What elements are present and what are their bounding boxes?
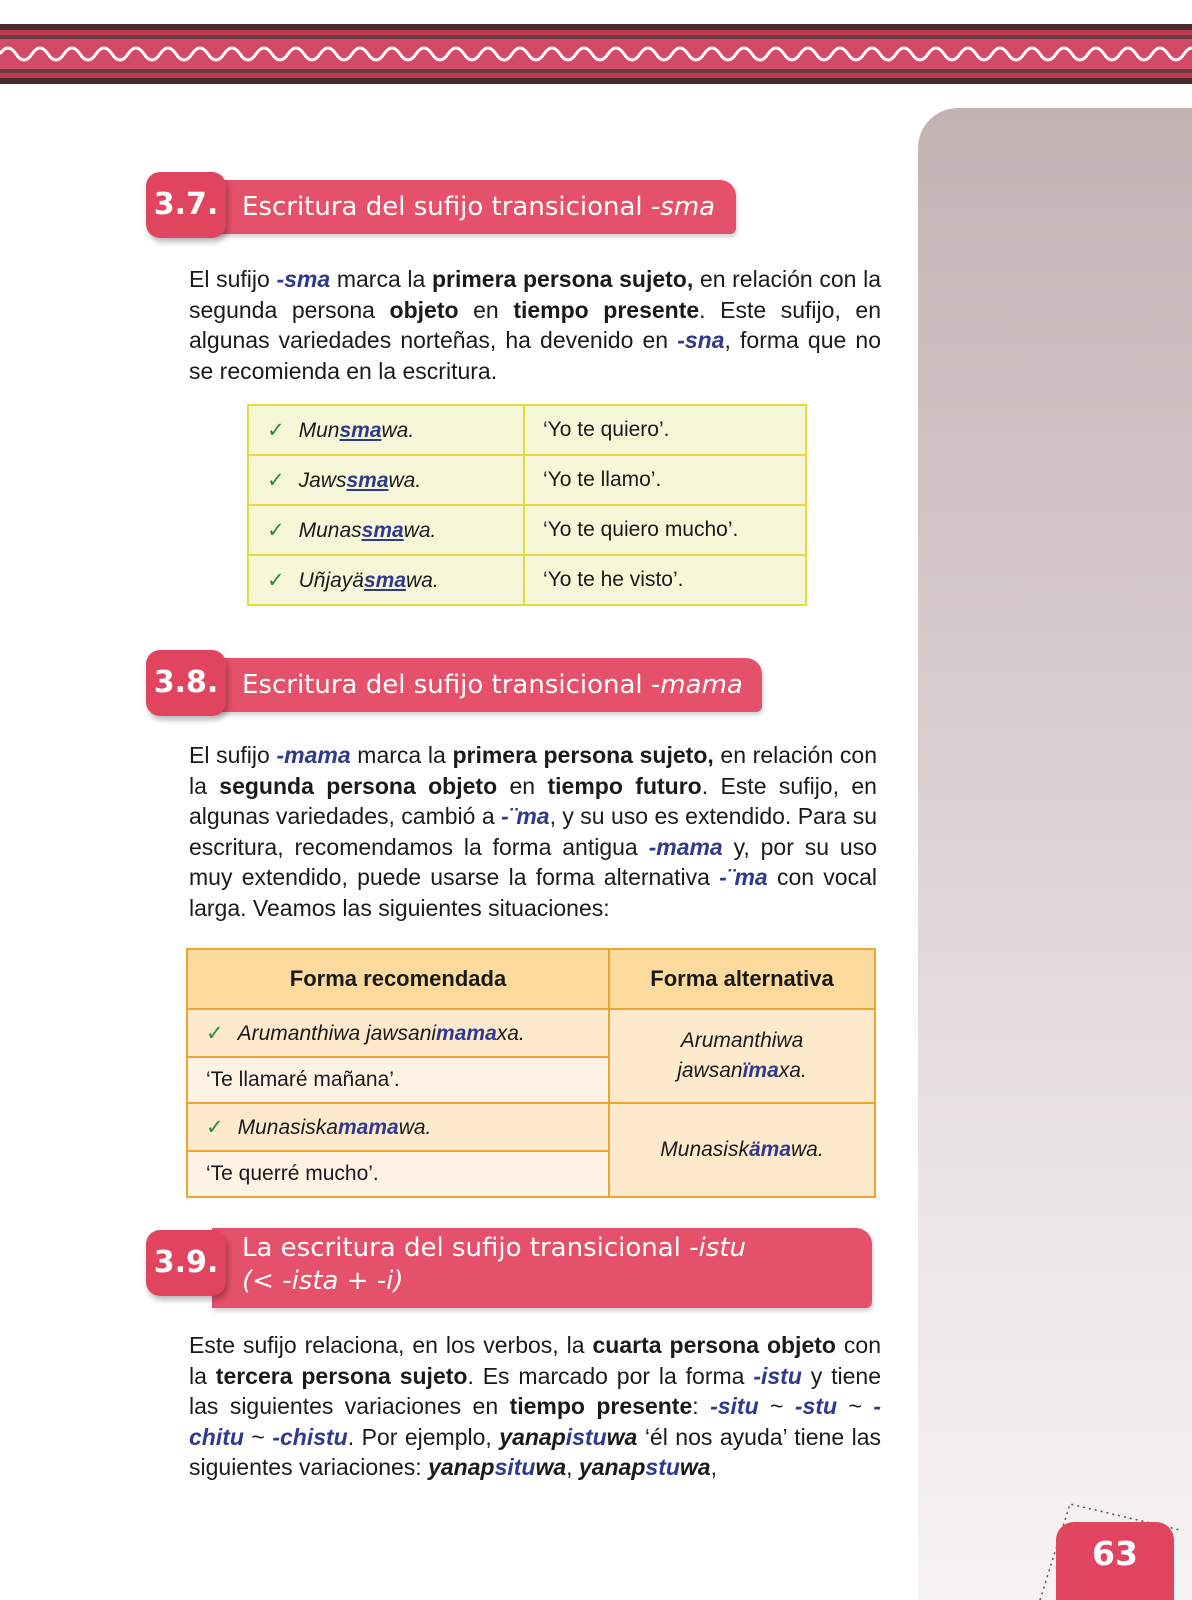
table-row: ✓ Munassmawa. ‘Yo te quiero mucho’.: [248, 505, 806, 555]
table-row: ✓ Uñjayäsmawa. ‘Yo te he visto’.: [248, 555, 806, 605]
table-row: [187, 1009, 875, 1057]
header-recommended: Forma recomendada: [187, 949, 609, 1009]
paragraph-3-8: El sufijo -mama marca la primera persona sujeto, en relación con la segunda persona objeto en tiempo futuro. Este sufijo, en algunas variedades, cambió a -¨ma, y su uso es extendido. Para su escritura, recomendamos la forma antigua -mama y, por su uso muy extendido, puede usarse la forma alternativa -¨ma con vocal larga. Veamos las siguientes situaciones:: [189, 742, 877, 921]
translation-cell: ‘Yo te quiero mucho’.: [524, 505, 806, 555]
section-number-3-8: 3.8.: [146, 650, 226, 716]
example-cell: ✓ Munasiskamamawa.: [187, 1103, 609, 1151]
section-title-3-7: Escritura del sufijo transicional -sma: [212, 180, 736, 234]
table-header-row: [187, 949, 875, 1009]
mama-forms-table: [186, 948, 876, 1198]
section-number-3-9: 3.9.: [146, 1230, 226, 1296]
page-number: 63: [1056, 1522, 1174, 1600]
table-row: ✓ Jawssmawa. ‘Yo te llamo’.: [248, 455, 806, 505]
translation-cell: ‘Te querré mucho’.: [187, 1151, 609, 1197]
translation-cell: ‘Yo te quiero’.: [524, 405, 806, 455]
example-cell: ✓ Arumanthiwa jawsanimamaxa.: [187, 1009, 609, 1057]
sma-examples-table: [247, 404, 807, 606]
alternative-cell: Arumanthiwa jawsanïmaxa.: [609, 1009, 875, 1103]
right-sidebar-panel: [918, 108, 1192, 1600]
translation-cell: ‘Te llamaré mañana’.: [187, 1057, 609, 1103]
check-icon: ✓: [206, 1115, 224, 1139]
check-icon: ✓: [206, 1021, 224, 1045]
header-alternative: Forma alternativa: [609, 949, 875, 1009]
check-icon: ✓: [267, 468, 285, 492]
section-title-3-9: La escritura del sufijo transicional -istu (< -ista + -i): [212, 1228, 872, 1308]
table-row: [187, 1103, 875, 1151]
decorative-top-band: [0, 24, 1192, 84]
paragraph-3-7: El sufijo -sma marca la primera persona sujeto, en relación con la segunda persona objeto en tiempo presente. Este sufijo, en algunas variedades norteñas, ha devenido en -sna, forma que no se recomienda en la escritura.: [189, 266, 882, 384]
check-icon: ✓: [267, 518, 285, 542]
alternative-cell: Munasiskämawa.: [609, 1103, 875, 1197]
table-row: ✓ Munsmawa. ‘Yo te quiero’.: [248, 405, 806, 455]
section-title-3-8: Escritura del sufijo transicional -mama: [212, 658, 762, 712]
check-icon: ✓: [267, 418, 285, 442]
paragraph-3-9: Este sufijo relaciona, en los verbos, la cuarta persona objeto con la tercera persona sujeto. Es marcado por la forma -istu y tiene las siguientes variaciones en tiempo presente: -situ ~ -stu ~ -chitu ~ -chistu. Por ejemplo, yanapistuwa ‘él nos ayuda’ tiene las siguientes variaciones: yanapsituwa, yanapstuwa,: [189, 1332, 882, 1481]
translation-cell: ‘Yo te llamo’.: [524, 455, 806, 505]
translation-cell: ‘Yo te he visto’.: [524, 555, 806, 605]
section-number-3-7: 3.7.: [146, 172, 226, 238]
check-icon: ✓: [267, 568, 285, 592]
